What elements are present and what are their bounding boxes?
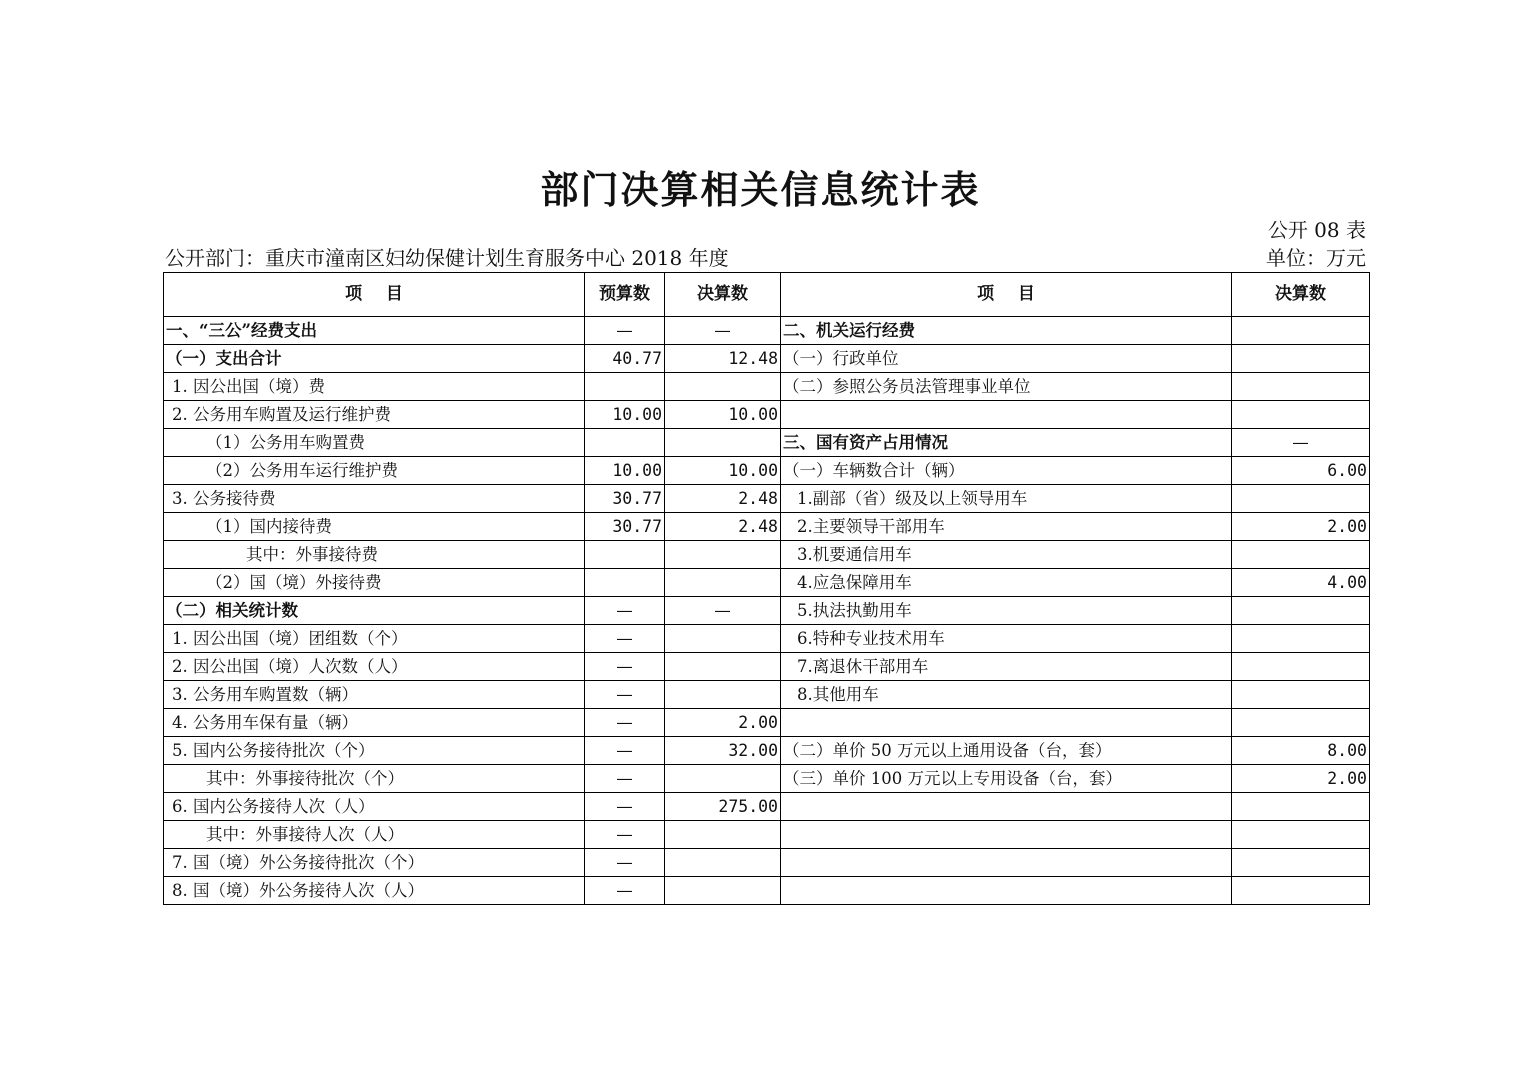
table-header-row	[164, 273, 1370, 317]
left-item: 7. 国（境）外公务接待批次（个）	[164, 849, 585, 877]
table-row	[164, 569, 1370, 597]
actual-cell: 10.00	[665, 401, 781, 429]
table-row	[164, 513, 1370, 541]
budget-cell	[585, 569, 665, 597]
budget-cell: —	[585, 765, 665, 793]
header-actual: 决算数	[665, 273, 781, 317]
budget-cell: 30.77	[585, 513, 665, 541]
budget-cell: —	[585, 653, 665, 681]
table-row	[164, 457, 1370, 485]
right-actual-cell: 6.00	[1232, 457, 1370, 485]
right-actual-cell	[1232, 625, 1370, 653]
budget-cell: 10.00	[585, 401, 665, 429]
right-item	[781, 849, 1232, 877]
left-item: 3. 公务接待费	[164, 485, 585, 513]
budget-cell: —	[585, 793, 665, 821]
left-item: 1. 因公出国（境）费	[164, 373, 585, 401]
actual-cell	[665, 849, 781, 877]
left-item: （2）公务用车运行维护费	[164, 457, 585, 485]
right-item	[781, 401, 1232, 429]
right-actual-cell	[1232, 877, 1370, 905]
budget-cell: —	[585, 877, 665, 905]
left-item: 3. 公务用车购置数（辆）	[164, 681, 585, 709]
budget-cell: 30.77	[585, 485, 665, 513]
left-item: 8. 国（境）外公务接待人次（人）	[164, 877, 585, 905]
left-item: 1. 因公出国（境）团组数（个）	[164, 625, 585, 653]
header-right-actual: 决算数	[1232, 273, 1370, 317]
left-item: 2. 公务用车购置及运行维护费	[164, 401, 585, 429]
right-actual-cell	[1232, 709, 1370, 737]
left-item: 6. 国内公务接待人次（人）	[164, 793, 585, 821]
left-item: （一）支出合计	[164, 345, 585, 373]
actual-cell: 32.00	[665, 737, 781, 765]
table-code: 公开 08 表	[1267, 218, 1366, 242]
right-item	[781, 709, 1232, 737]
actual-cell: —	[665, 597, 781, 625]
actual-cell	[665, 625, 781, 653]
actual-cell	[665, 877, 781, 905]
budget-cell: —	[585, 625, 665, 653]
table-row	[164, 821, 1370, 849]
right-actual-cell: 4.00	[1232, 569, 1370, 597]
table-row	[164, 373, 1370, 401]
department-label: 公开部门：重庆市潼南区妇幼保健计划生育服务中心 2018 年度	[165, 246, 729, 270]
right-actual-cell	[1232, 681, 1370, 709]
table-row	[164, 681, 1370, 709]
left-item: 其中：外事接待人次（人）	[164, 821, 585, 849]
right-actual-cell	[1232, 401, 1370, 429]
page-title: 部门决算相关信息统计表	[540, 167, 981, 212]
left-item: 一、“三公”经费支出	[164, 317, 585, 345]
right-item	[781, 793, 1232, 821]
budget-cell: —	[585, 597, 665, 625]
right-actual-cell: 2.00	[1232, 765, 1370, 793]
right-item: （二）参照公务员法管理事业单位	[781, 373, 1232, 401]
budget-cell: 40.77	[585, 345, 665, 373]
budget-cell: —	[585, 849, 665, 877]
right-item: （一）行政单位	[781, 345, 1232, 373]
right-actual-cell	[1232, 373, 1370, 401]
table-row	[164, 429, 1370, 457]
right-actual-cell: 8.00	[1232, 737, 1370, 765]
table-row	[164, 485, 1370, 513]
table-row	[164, 317, 1370, 345]
table-row	[164, 765, 1370, 793]
right-item: （二）单价 50 万元以上通用设备（台，套）	[781, 737, 1232, 765]
table-row	[164, 541, 1370, 569]
budget-cell: —	[585, 317, 665, 345]
left-item: （1）国内接待费	[164, 513, 585, 541]
right-item: 二、机关运行经费	[781, 317, 1232, 345]
actual-cell	[665, 429, 781, 457]
right-actual-cell: —	[1232, 429, 1370, 457]
unit-label: 单位：万元	[1266, 246, 1366, 270]
actual-cell	[665, 681, 781, 709]
right-item: 6.特种专业技术用车	[781, 625, 1232, 653]
actual-cell	[665, 569, 781, 597]
left-item: （1）公务用车购置费	[164, 429, 585, 457]
right-actual-cell	[1232, 597, 1370, 625]
actual-cell: 12.48	[665, 345, 781, 373]
left-item: （2）国（境）外接待费	[164, 569, 585, 597]
actual-cell	[665, 765, 781, 793]
right-item: 三、国有资产占用情况	[781, 429, 1232, 457]
table-row	[164, 625, 1370, 653]
actual-cell	[665, 541, 781, 569]
right-actual-cell	[1232, 653, 1370, 681]
budget-cell: —	[585, 681, 665, 709]
budget-cell	[585, 541, 665, 569]
actual-cell: 2.48	[665, 513, 781, 541]
table-row	[164, 849, 1370, 877]
right-item: 8.其他用车	[781, 681, 1232, 709]
actual-cell	[665, 821, 781, 849]
actual-cell: 275.00	[665, 793, 781, 821]
table-row	[164, 709, 1370, 737]
budget-cell: —	[585, 821, 665, 849]
left-item: 2. 因公出国（境）人次数（人）	[164, 653, 585, 681]
header-budget: 预算数	[585, 273, 665, 317]
right-actual-cell	[1232, 849, 1370, 877]
left-item: （二）相关统计数	[164, 597, 585, 625]
table-row	[164, 653, 1370, 681]
actual-cell	[665, 653, 781, 681]
right-item: 3.机要通信用车	[781, 541, 1232, 569]
right-item: （三）单价 100 万元以上专用设备（台，套）	[781, 765, 1232, 793]
table-row	[164, 401, 1370, 429]
left-item: 其中：外事接待批次（个）	[164, 765, 585, 793]
right-actual-cell	[1232, 821, 1370, 849]
budget-cell	[585, 373, 665, 401]
right-actual-cell	[1232, 345, 1370, 373]
table-row	[164, 877, 1370, 905]
actual-cell: 10.00	[665, 457, 781, 485]
left-item: 4. 公务用车保有量（辆）	[164, 709, 585, 737]
right-actual-cell	[1232, 541, 1370, 569]
budget-cell	[585, 429, 665, 457]
left-item: 其中：外事接待费	[164, 541, 585, 569]
right-actual-cell	[1232, 793, 1370, 821]
actual-cell: 2.48	[665, 485, 781, 513]
table-row	[164, 737, 1370, 765]
budget-cell: —	[585, 737, 665, 765]
actual-cell	[665, 373, 781, 401]
budget-cell: 10.00	[585, 457, 665, 485]
right-item: 4.应急保障用车	[781, 569, 1232, 597]
right-item: 1.副部（省）级及以上领导用车	[781, 485, 1232, 513]
right-item: 7.离退休干部用车	[781, 653, 1232, 681]
header-right-item: 项 目	[781, 273, 1232, 317]
table-row	[164, 597, 1370, 625]
right-actual-cell: 2.00	[1232, 513, 1370, 541]
right-item: 5.执法执勤用车	[781, 597, 1232, 625]
right-actual-cell	[1232, 317, 1370, 345]
actual-cell: 2.00	[665, 709, 781, 737]
right-item: 2.主要领导干部用车	[781, 513, 1232, 541]
table-row	[164, 793, 1370, 821]
left-item: 5. 国内公务接待批次（个）	[164, 737, 585, 765]
right-actual-cell	[1232, 485, 1370, 513]
header-left-item: 项 目	[164, 273, 585, 317]
table-row	[164, 345, 1370, 373]
actual-cell: —	[665, 317, 781, 345]
statistics-table	[163, 272, 1370, 905]
right-item	[781, 877, 1232, 905]
budget-cell: —	[585, 709, 665, 737]
right-item	[781, 821, 1232, 849]
right-item: （一）车辆数合计（辆）	[781, 457, 1232, 485]
